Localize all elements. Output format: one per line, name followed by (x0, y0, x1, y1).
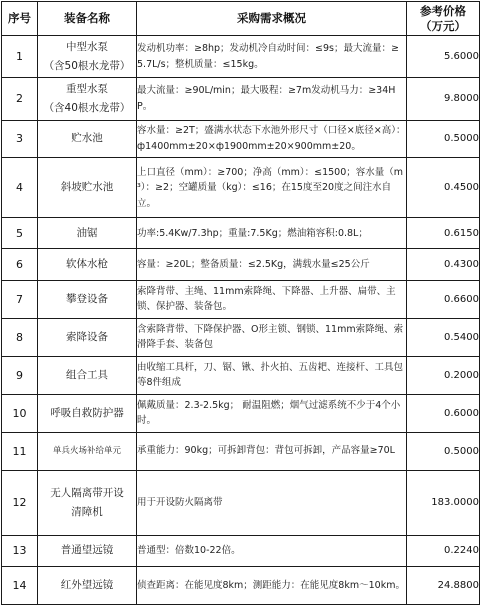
table-row (2, 470, 480, 535)
row-reference-price: 0.4300 (407, 249, 480, 280)
table-row (2, 566, 480, 604)
row-index: 2 (2, 78, 38, 120)
header-desc: 采购需求概况 (137, 2, 407, 36)
row-index: 14 (2, 566, 38, 604)
row-reference-price: 183.0000 (407, 470, 480, 535)
row-equipment-name: 红外望远镜 (38, 566, 137, 604)
row-equipment-name: 中型水泵 （含50根水龙带） (38, 36, 137, 78)
row-reference-price: 0.6000 (407, 394, 480, 432)
table-row (2, 432, 480, 470)
row-reference-price: 0.6600 (407, 280, 480, 318)
row-reference-price: 5.6000 (407, 36, 480, 78)
row-reference-price: 0.2240 (407, 535, 480, 566)
row-equipment-name: 索降设备 (38, 318, 137, 356)
table-row (2, 535, 480, 566)
table-row (2, 356, 480, 394)
header-price-label: 参考价格 （万元） (420, 3, 466, 33)
row-requirements: 佩戴质量：2.3-2.5kg； 耐温阻燃；烟气过滤系统不少于4个小时。 (137, 394, 407, 432)
row-reference-price: 0.5400 (407, 318, 480, 356)
header-row (2, 2, 480, 36)
row-reference-price: 0.4500 (407, 158, 480, 218)
row-index: 12 (2, 470, 38, 535)
table-row (2, 158, 480, 218)
row-index: 10 (2, 394, 38, 432)
row-equipment-name: 单兵火场补给单元 (38, 432, 137, 470)
row-equipment-name: 重型水泵 （含40根水龙带） (38, 78, 137, 120)
row-reference-price: 0.2000 (407, 356, 480, 394)
header-price (407, 2, 480, 36)
header-name: 装备名称 (38, 2, 137, 36)
row-requirements: 普通型：倍数10-22倍。 (137, 535, 407, 566)
row-reference-price: 9.8000 (407, 78, 480, 120)
row-reference-price: 24.8800 (407, 566, 480, 604)
row-requirements: 由收缩工具杆，刀、锯、锹、扑火拍、五齿耙、连接杆、工具包等8件组成 (137, 356, 407, 394)
row-index: 7 (2, 280, 38, 318)
row-index: 4 (2, 158, 38, 218)
row-requirements: 容水量：≥2T；盛满水状态下水池外形尺寸（口径×底径×高）：ф1400mm±20×ф1900mm±20×900mm±20。 (137, 120, 407, 158)
row-index: 9 (2, 356, 38, 394)
row-index: 6 (2, 249, 38, 280)
row-equipment-name: 软体水枪 (38, 249, 137, 280)
row-reference-price: 0.5000 (407, 432, 480, 470)
row-requirements: 上口直径（mm）：≥700；净高（mm）：≤1500；容水量（m³）：≥2；空罐质量（kg）：≤16；在15度至20度之间注水自立。 (137, 158, 407, 218)
row-requirements: 功率:5.4Kw/7.3hp；重量:7.5Kg；燃油箱容积:0.8L； (137, 218, 407, 249)
row-equipment-name: 斜坡贮水池 (38, 158, 137, 218)
table-row (2, 120, 480, 158)
table-row (2, 318, 480, 356)
row-equipment-name: 无人隔离带开设 清障机 (38, 470, 137, 535)
procurement-table (1, 1, 480, 605)
header-index: 序号 (2, 2, 38, 36)
row-requirements: 侦查距离：在能见度8km；测距能力：在能见度8km～10km。 (137, 566, 407, 604)
row-requirements: 承重能力：90kg；可拆卸背包：背包可拆卸，产品容量≥70L (137, 432, 407, 470)
table-body (2, 36, 480, 605)
row-equipment-name: 呼吸自救防护器 (38, 394, 137, 432)
row-requirements: 容量：≥20L；整备质量：≤2.5Kg，满载水量≤25公斤 (137, 249, 407, 280)
table-row (2, 280, 480, 318)
row-equipment-name: 贮水池 (38, 120, 137, 158)
row-requirements: 索降背带、主绳、11mm索降绳、下降器、上升器、扁带、主锁、保护器、装备包。 (137, 280, 407, 318)
table-row (2, 394, 480, 432)
row-requirements: 最大流量：≥90L/min；最大吸程：≥7m发动机马力：≥34HP。 (137, 78, 407, 120)
table-row (2, 249, 480, 280)
row-reference-price: 0.6150 (407, 218, 480, 249)
row-equipment-name: 组合工具 (38, 356, 137, 394)
row-index: 8 (2, 318, 38, 356)
row-requirements: 含索降背带、下降保护器、O形主锁、钢锁、11mm索降绳、索滑降手套、装备包 (137, 318, 407, 356)
row-equipment-name: 普通望远镜 (38, 535, 137, 566)
row-requirements: 发动机功率：≥8hp；发动机冷自动时间：≤9s；最大流量：≥5.7L/s；整机质量：≤15kg。 (137, 36, 407, 78)
table-row (2, 218, 480, 249)
row-index: 1 (2, 36, 38, 78)
table-row (2, 36, 480, 78)
table-row (2, 78, 480, 120)
row-equipment-name: 油锯 (38, 218, 137, 249)
row-reference-price: 0.5000 (407, 120, 480, 158)
row-index: 3 (2, 120, 38, 158)
row-equipment-name: 攀登设备 (38, 280, 137, 318)
row-index: 5 (2, 218, 38, 249)
row-index: 13 (2, 535, 38, 566)
row-requirements: 用于开设防火隔离带 (137, 470, 407, 535)
row-index: 11 (2, 432, 38, 470)
